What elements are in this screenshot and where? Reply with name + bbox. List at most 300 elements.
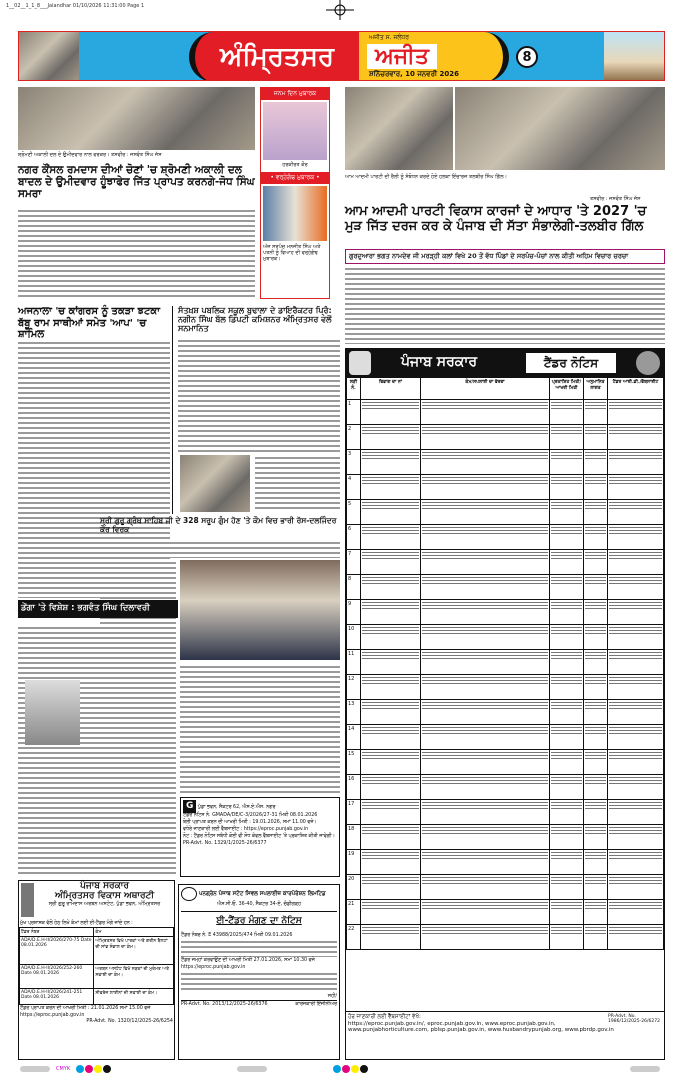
story4-photo	[180, 455, 250, 512]
story2-subhead: ਗੁਰਦੁਆਰਾ ਭਗਤ ਨਾਮਦੇਵ ਜੀ ਮਰੜ੍ਹੀ ਕਲਾਂ ਵਿਖੇ 20 ਤੋਂ ਵੱਧ ਪਿੰਡਾਂ ਦੇ ਸਰਪੰਚ-ਪੰਚਾਂ ਨਾਲ ਕੀਤੀ ਅਹਿਮ ਵਿਚਾਰ ਚਰਚਾ	[345, 249, 665, 264]
tender-cell	[584, 800, 608, 825]
tender-cell	[584, 400, 608, 425]
tender-cell	[550, 550, 584, 575]
text-placeholder	[551, 401, 582, 411]
text-placeholder	[585, 751, 606, 761]
text-placeholder	[422, 776, 548, 786]
tender-cell	[584, 625, 608, 650]
board-website[interactable]: https://eproc.punjab.gov.in	[181, 965, 246, 971]
text-placeholder	[551, 676, 582, 686]
tender-footer-id: PR-Advt. No. 1986/12/2025-26/6272	[608, 1014, 660, 1024]
tender-serial: 16	[347, 775, 361, 800]
tender-row	[347, 775, 664, 800]
tender-cell	[361, 825, 421, 850]
text-placeholder	[362, 876, 419, 886]
tender-cell	[584, 425, 608, 450]
tender-links-1[interactable]: https://eproc.punjab.gov.in/, eproc.punjab.gov.in, www.eproc.punjab.gov.in,	[348, 1021, 556, 1027]
text-placeholder	[551, 901, 582, 911]
tender-cell	[608, 850, 664, 875]
text-placeholder	[585, 826, 606, 836]
color-swatch	[103, 1065, 111, 1073]
tender-cell	[421, 475, 550, 500]
tender-cell	[550, 625, 584, 650]
tender-row	[347, 450, 664, 475]
tender-cell	[361, 850, 421, 875]
tender-serial: 10	[347, 625, 361, 650]
tender-serial: 13	[347, 700, 361, 725]
tender-cell	[550, 775, 584, 800]
tender-row	[347, 900, 664, 925]
tender-cell	[584, 450, 608, 475]
tender-cell	[361, 925, 421, 950]
text-placeholder	[585, 426, 606, 436]
text-placeholder	[362, 701, 419, 711]
text-placeholder	[422, 651, 548, 661]
tender-cell	[361, 875, 421, 900]
gmada-logo: G	[183, 800, 196, 813]
board-logo-icon	[181, 887, 197, 901]
col-dates: ਪ੍ਰਕਾਸ਼ਿਤ ਮਿਤੀ/ਆਖਰੀ ਮਿਤੀ	[550, 378, 584, 400]
text-placeholder	[551, 826, 582, 836]
text-placeholder	[362, 726, 419, 736]
text-placeholder	[551, 551, 582, 561]
board-address: ਐਸ.ਸੀ.ਓ. 36-40, ਸੈਕਟਰ 34-ਏ, ਚੰਡੀਗੜ੍ਹ	[217, 902, 301, 907]
text-placeholder	[362, 476, 419, 486]
text-placeholder	[551, 501, 582, 511]
text-placeholder	[609, 676, 662, 686]
text-placeholder	[585, 501, 606, 511]
board-body-2	[181, 971, 337, 993]
col-department: ਵਿਭਾਗ ਦਾ ਨਾਂ	[361, 378, 421, 400]
text-placeholder	[362, 551, 419, 561]
tender-cell	[584, 575, 608, 600]
tender-cell	[421, 500, 550, 525]
text-placeholder	[585, 476, 606, 486]
tender-cell	[550, 825, 584, 850]
text-placeholder	[422, 726, 548, 736]
monument-image	[604, 32, 664, 81]
story1-photo	[18, 87, 255, 150]
ada-title: ਪੰਜਾਬ ਸਰਕਾਰ	[80, 881, 129, 891]
text-placeholder	[362, 526, 419, 536]
ada-adv-no: PR-Advt. No. 1320/12/2025-26/6254	[86, 1019, 173, 1025]
story1-headline: ਨਗਰ ਕੌਂਸਲ ਰਮਦਾਸ ਦੀਆਂ ਚੋਣਾਂ 'ਚ ਸ਼੍ਰੋਮਣੀ ਅਕਾਲੀ ਦਲ ਬਾਦਲ ਦੇ ਉਮੀਦਵਾਰ ਹੂੰਝਾਫੇਰ ਜਿੱਤ ਪ੍ਰਾਪਤ ਕਰਨਗੇ-ਜੋਧ ਸਿੰਘ ਸਮਰਾ	[18, 164, 255, 201]
tender-cell	[421, 775, 550, 800]
text-placeholder	[551, 626, 582, 636]
text-placeholder	[609, 726, 662, 736]
tender-row	[347, 875, 664, 900]
birthday-box	[260, 87, 330, 299]
tender-cell	[550, 600, 584, 625]
text-placeholder	[551, 701, 582, 711]
tender-cell	[608, 550, 664, 575]
tender-serial: 17	[347, 800, 361, 825]
story5-body-bottom	[180, 664, 340, 794]
gmada-line1: ਪੁੱਡਾ ਭਵਨ, ਸੈਕਟਰ 62, ਐਸ.ਏ.ਐਸ. ਨਗਰ	[197, 805, 276, 810]
text-placeholder	[422, 451, 548, 461]
text-placeholder	[422, 801, 548, 811]
tender-header	[346, 349, 664, 377]
text-placeholder	[422, 401, 548, 411]
tender-cell	[550, 800, 584, 825]
story2-headline: ਆਮ ਆਦਮੀ ਪਾਰਟੀ ਵਿਕਾਸ ਕਾਰਜਾਂ ਦੇ ਆਧਾਰ 'ਤੇ 2027 'ਚ ਮੁੜ ਜਿੱਤ ਦਰਜ ਕਰ ਕੇ ਪੰਜਾਬ ਦੀ ਸੱਤਾ ਸੰਭਾਲੇਗੀ-ਤਲਬੀਰ ਗਿੱਲ	[345, 204, 647, 234]
tender-cell	[361, 650, 421, 675]
text-placeholder	[585, 776, 606, 786]
board-sign: ਸਹੀ/	[327, 994, 337, 1000]
text-placeholder	[609, 801, 662, 811]
tender-cell	[421, 525, 550, 550]
text-placeholder	[609, 476, 662, 486]
tender-cell	[361, 600, 421, 625]
tender-row	[347, 675, 664, 700]
gmada-adv-no: PR-Advt. No. 1329/1/2025-26/6377	[183, 840, 267, 846]
tender-cell	[421, 450, 550, 475]
tender-cell	[584, 700, 608, 725]
tender-row	[347, 850, 664, 875]
masthead-right	[359, 32, 509, 81]
text-placeholder	[551, 601, 582, 611]
tender-cell	[361, 775, 421, 800]
text-placeholder	[551, 851, 582, 861]
ada-col-tender: ਟੈਂਡਰ ਨੰਬਰ	[20, 928, 94, 937]
text-placeholder	[609, 526, 662, 536]
tender-cell	[550, 925, 584, 950]
text-placeholder	[609, 501, 662, 511]
tender-row	[347, 475, 664, 500]
text-placeholder	[422, 576, 548, 586]
tender-notice	[345, 348, 665, 1060]
text-placeholder	[609, 626, 662, 636]
tender-serial: 21	[347, 900, 361, 925]
tender-serial: 6	[347, 525, 361, 550]
tender-serial: 14	[347, 725, 361, 750]
tender-cell	[421, 675, 550, 700]
ada-cell: ਅਰਬਨ ਅਸਟੇਟ ਵਿਖੇ ਸੜਕਾਂ ਦੀ ਮੁਰੰਮਤ ਅਤੇ ਸਫਾਈ ਦਾ ਕੰਮ।	[94, 965, 174, 989]
color-swatch	[360, 1065, 368, 1073]
tender-cell	[608, 700, 664, 725]
text-placeholder	[362, 926, 419, 936]
tender-cell	[361, 800, 421, 825]
tender-serial: 7	[347, 550, 361, 575]
tender-row	[347, 600, 664, 625]
text-placeholder	[585, 651, 606, 661]
tender-cell	[584, 675, 608, 700]
tender-cell	[550, 900, 584, 925]
tender-cell	[608, 750, 664, 775]
tender-footer: ਹੋਰ ਜਾਣਕਾਰੀ ਲਈ ਵੈੱਬਸਾਈਟਾਂ ਵੇਖੋ:	[348, 1014, 421, 1020]
tender-cell	[421, 425, 550, 450]
tender-cell	[421, 575, 550, 600]
tender-cell	[361, 750, 421, 775]
text-placeholder	[585, 626, 606, 636]
tender-cell	[550, 400, 584, 425]
tender-cell	[421, 925, 550, 950]
tender-cell	[361, 400, 421, 425]
tender-cell	[608, 900, 664, 925]
text-placeholder	[585, 876, 606, 886]
text-placeholder	[362, 626, 419, 636]
tender-cell	[421, 400, 550, 425]
text-placeholder	[585, 926, 606, 936]
column-divider	[172, 306, 173, 514]
tender-cell	[550, 575, 584, 600]
tender-cell	[608, 525, 664, 550]
tender-serial: 2	[347, 425, 361, 450]
tender-cell	[608, 875, 664, 900]
ada-cell: ADA/D.E.H-II/2026/252-260 Date 08.01.2026	[20, 965, 94, 989]
tender-serial: 18	[347, 825, 361, 850]
tender-title: ਟੈਂਡਰ ਨੋਟਿਸ	[526, 353, 616, 373]
tender-serial: 4	[347, 475, 361, 500]
tender-cell	[361, 450, 421, 475]
tender-cell	[361, 500, 421, 525]
text-placeholder	[585, 801, 606, 811]
tender-row	[347, 575, 664, 600]
text-placeholder	[551, 776, 582, 786]
text-placeholder	[585, 526, 606, 536]
text-placeholder	[362, 651, 419, 661]
birthday-name: ਹਰਕੀਰਤ ਕੌਰ	[282, 162, 308, 168]
text-placeholder	[362, 776, 419, 786]
tender-row	[347, 400, 664, 425]
tender-cell	[361, 525, 421, 550]
story4-headline: ਸੰਤਖ਼ਸ਼ ਪਬਲਿਕ ਸਕੂਲ ਬੁਢਾਲਾ ਦੇ ਡਾਇਰੈਕਟਰ ਪ੍ਰਿੰ: ਨਗੀਨ ਸਿੰਘ ਬੱਲ ਡਿਪਟੀ ਕਮਿਸ਼ਨਰ ਅੰਮ੍ਰਿਤਸਰ ਵਲੋਂ ਸਨਮਾਨਿਤ	[178, 306, 332, 334]
gmada-line4: ਵਧੇਰੇ ਜਾਣਕਾਰੀ ਲਈ ਵੈੱਬਸਾਈਟ : https://eproc.punjab.gov.in	[183, 826, 309, 832]
tender-cell	[584, 550, 608, 575]
text-placeholder	[609, 826, 662, 836]
tender-cell	[584, 725, 608, 750]
color-swatch	[351, 1065, 359, 1073]
birthday-title: ਜਨਮ ਦਿਨ ਮੁਬਾਰਕ	[261, 88, 329, 100]
story6-body	[18, 625, 176, 877]
ada-cell: ਸੀਵਰੇਜ ਲਾਈਨਾਂ ਦੀ ਸਫਾਈ ਦਾ ਕੰਮ।	[94, 989, 174, 1005]
punjab-emblem-icon	[349, 351, 371, 375]
text-placeholder	[609, 776, 662, 786]
text-placeholder	[551, 651, 582, 661]
tender-cell	[421, 850, 550, 875]
registration-mark-icon	[326, 0, 354, 20]
text-placeholder	[585, 726, 606, 736]
tender-row	[347, 800, 664, 825]
anniversary-photo	[263, 186, 327, 241]
tender-serial: 15	[347, 750, 361, 775]
ada-ad	[18, 880, 175, 1060]
ada-website[interactable]: https://eproc.punjab.gov.in	[20, 1012, 85, 1018]
text-placeholder	[422, 926, 548, 936]
text-placeholder	[609, 701, 662, 711]
tender-cell	[361, 900, 421, 925]
tender-table	[346, 377, 664, 950]
color-swatch	[333, 1065, 341, 1073]
tender-cell	[550, 425, 584, 450]
text-placeholder	[422, 551, 548, 561]
tender-cell	[608, 800, 664, 825]
tender-serial: 19	[347, 850, 361, 875]
tender-cell	[608, 475, 664, 500]
tender-links-2[interactable]: www.punjabhorticulture.com, pblsp.punjab.gov.in, www.husbandrypunjab.org, www.pbrdp.gov.in	[348, 1027, 614, 1033]
text-placeholder	[362, 451, 419, 461]
text-placeholder	[585, 401, 606, 411]
tender-cell	[361, 550, 421, 575]
gmada-ad	[180, 797, 340, 877]
color-swatch	[76, 1065, 84, 1073]
tender-row	[347, 625, 664, 650]
text-placeholder	[551, 876, 582, 886]
text-placeholder	[551, 451, 582, 461]
text-placeholder	[422, 851, 548, 861]
tender-cell	[421, 550, 550, 575]
text-placeholder	[551, 751, 582, 761]
text-placeholder	[422, 751, 548, 761]
tender-serial: 8	[347, 575, 361, 600]
text-placeholder	[551, 526, 582, 536]
tender-cell	[584, 850, 608, 875]
tender-cell	[550, 675, 584, 700]
story2-photo-1	[345, 87, 453, 170]
tender-row	[347, 700, 664, 725]
masthead-title-left: ਅੰਮ੍ਰਿਤਸਰ	[189, 32, 359, 81]
tender-cell	[421, 725, 550, 750]
tender-serial: 3	[347, 450, 361, 475]
issue-date: ਸ਼ਨਿੱਚਰਵਾਰ, 10 ਜਨਵਰੀ 2026	[369, 70, 460, 78]
tender-cell	[550, 875, 584, 900]
tender-row	[347, 825, 664, 850]
print-slug: 1__02__1_1_8___Jalandhar 01/10/2026 11:31:00 Page 1	[6, 3, 145, 9]
text-placeholder	[609, 451, 662, 461]
tender-cell	[361, 725, 421, 750]
text-placeholder	[609, 426, 662, 436]
tender-cell	[608, 575, 664, 600]
tender-cell	[608, 425, 664, 450]
tender-cell	[550, 525, 584, 550]
text-placeholder	[422, 626, 548, 636]
tender-cell	[608, 725, 664, 750]
board-adv-no: PR-Advt. No. 2013/12/2025-26/6376	[181, 1002, 268, 1008]
tender-serial: 22	[347, 925, 361, 950]
story2-photo-2	[455, 87, 665, 170]
board-line1: ਟੈਂਡਰ ਨੰਬਰ ਨੰ. E 43988/2025/474 ਮਿਤੀ 09.01.2026	[181, 932, 293, 938]
text-placeholder	[609, 876, 662, 886]
tender-cell	[584, 650, 608, 675]
story2-body	[345, 266, 665, 344]
tender-row	[347, 425, 664, 450]
tender-serial: 5	[347, 500, 361, 525]
text-placeholder	[551, 476, 582, 486]
text-placeholder	[422, 601, 548, 611]
tender-cell	[608, 625, 664, 650]
tender-cell	[550, 850, 584, 875]
text-placeholder	[422, 876, 548, 886]
story5-photo	[180, 560, 340, 660]
text-placeholder	[609, 601, 662, 611]
board-ad	[178, 884, 340, 1060]
tender-cell	[584, 600, 608, 625]
tender-cell	[361, 700, 421, 725]
text-placeholder	[585, 451, 606, 461]
text-placeholder	[609, 926, 662, 936]
board-body	[181, 939, 337, 957]
anniversary-text: ਅੱਜ ਸਰਪੰਚ ਮਨਜੀਤ ਸਿੰਘ ਅਤੇ ਪਤਨੀ ਨੂੰ ਵਿਆਹ ਦੀ ਵਰ੍ਹੇਗੰਢ ਮੁਬਾਰਕ।	[263, 244, 321, 262]
text-placeholder	[362, 801, 419, 811]
text-placeholder	[362, 751, 419, 761]
col-cost: ਅਨੁਮਾਨਿਤ ਲਾਗਤ	[584, 378, 608, 400]
ada-cell: ADA/D.E.H-II/2026/270-75 Date 08.01.2026	[20, 937, 94, 965]
text-placeholder	[609, 651, 662, 661]
tender-cell	[421, 875, 550, 900]
text-placeholder	[609, 401, 662, 411]
text-placeholder	[551, 426, 582, 436]
tender-cell	[550, 475, 584, 500]
tender-cell	[608, 500, 664, 525]
tender-cell	[584, 775, 608, 800]
text-placeholder	[362, 501, 419, 511]
tender-cell	[550, 500, 584, 525]
tender-cell	[584, 500, 608, 525]
text-placeholder	[362, 826, 419, 836]
text-placeholder	[609, 551, 662, 561]
tender-cell	[421, 900, 550, 925]
tender-serial: 12	[347, 675, 361, 700]
ada-org: ਅੰਮ੍ਰਿਤਸਰ ਵਿਕਾਸ ਅਥਾਰਟੀ	[54, 891, 155, 901]
story6-portrait	[25, 680, 80, 745]
edition-label: ਅਜੀਤ ਸ. ਜਲੰਧਰ	[369, 34, 409, 41]
text-placeholder	[609, 901, 662, 911]
page-number: 8	[516, 46, 538, 68]
tender-serial: 11	[347, 650, 361, 675]
tender-cell	[550, 700, 584, 725]
ada-cell: ਅੰਮ੍ਰਿਤਸਰ ਵਿਖੇ ਪਾਰਕਾਂ ਅਤੇ ਗਰੀਨ ਬੈਲਟਾਂ ਦੀ ਸਾਂਭ ਸੰਭਾਲ ਦਾ ਕੰਮ।	[94, 937, 174, 965]
tender-cell	[608, 600, 664, 625]
tender-row	[347, 525, 664, 550]
story2-credit: ਤਸਵੀਰ : ਜਸਵੰਤ ਸਿੰਘ ਜੱਸ	[590, 196, 641, 202]
ada-table	[19, 927, 174, 1005]
board-designation: ਕਾਰਜਕਾਰੀ ਇੰਜੀਨੀਅਰ	[295, 1002, 337, 1008]
col-serial: ਲੜੀ ਨੰ.	[347, 378, 361, 400]
tender-cell	[550, 650, 584, 675]
tender-cell	[361, 675, 421, 700]
color-swatch	[94, 1065, 102, 1073]
story6-headline: ਡੇਂਗਾ 'ਤੇ ਵਿਸ਼ੇਸ਼ : ਭਗਵੰਤ ਸਿੰਘ ਦਿਲਾਵਰੀ	[18, 600, 178, 618]
text-placeholder	[362, 676, 419, 686]
tender-cell	[421, 800, 550, 825]
story5-body	[100, 540, 340, 558]
ada-intro: ਮੁੱਖ ਪ੍ਰਸ਼ਾਸਕ ਵੱਲੋਂ ਹੇਠ ਲਿਖੇ ਕੰਮਾਂ ਲਈ ਈ-ਟੈਂਡਰ ਮੰਗੇ ਜਾਂਦੇ ਹਨ :	[20, 921, 133, 926]
tender-cell	[421, 750, 550, 775]
tender-cell	[584, 750, 608, 775]
tender-cell	[608, 825, 664, 850]
text-placeholder	[422, 476, 548, 486]
tender-cell	[584, 475, 608, 500]
ada-logo-icon	[21, 883, 34, 917]
tender-row	[347, 725, 664, 750]
ada-col-work: ਕੰਮ	[94, 928, 174, 937]
tender-cell	[421, 625, 550, 650]
text-placeholder	[362, 426, 419, 436]
tender-cell	[584, 925, 608, 950]
col-work: ਕੰਮ/ਸਪਲਾਈ ਦਾ ਵੇਰਵਾ	[421, 378, 550, 400]
tender-cell	[608, 775, 664, 800]
text-placeholder	[422, 501, 548, 511]
text-placeholder	[362, 401, 419, 411]
tender-gov: ਪੰਜਾਬ ਸਰਕਾਰ	[401, 354, 478, 370]
text-placeholder	[609, 851, 662, 861]
col-tender-id: ਟੈਂਡਰ ਆਈ.ਡੀ./ਵੈੱਬਸਾਈਟ	[608, 378, 664, 400]
golden-temple-image	[19, 32, 79, 81]
anniversary-title: • ਵਰ੍ਹੇਗੰਢ ਮੁਬਾਰਕ •	[261, 172, 329, 184]
gmada-line2: ਟੈਂਡਰ ਨੋਟਿਸ ਨੰ. GMADA/DE/C-3/2026/27-31 ਮਿਤੀ 08.01.2026	[183, 813, 318, 819]
text-placeholder	[551, 801, 582, 811]
text-placeholder	[362, 601, 419, 611]
